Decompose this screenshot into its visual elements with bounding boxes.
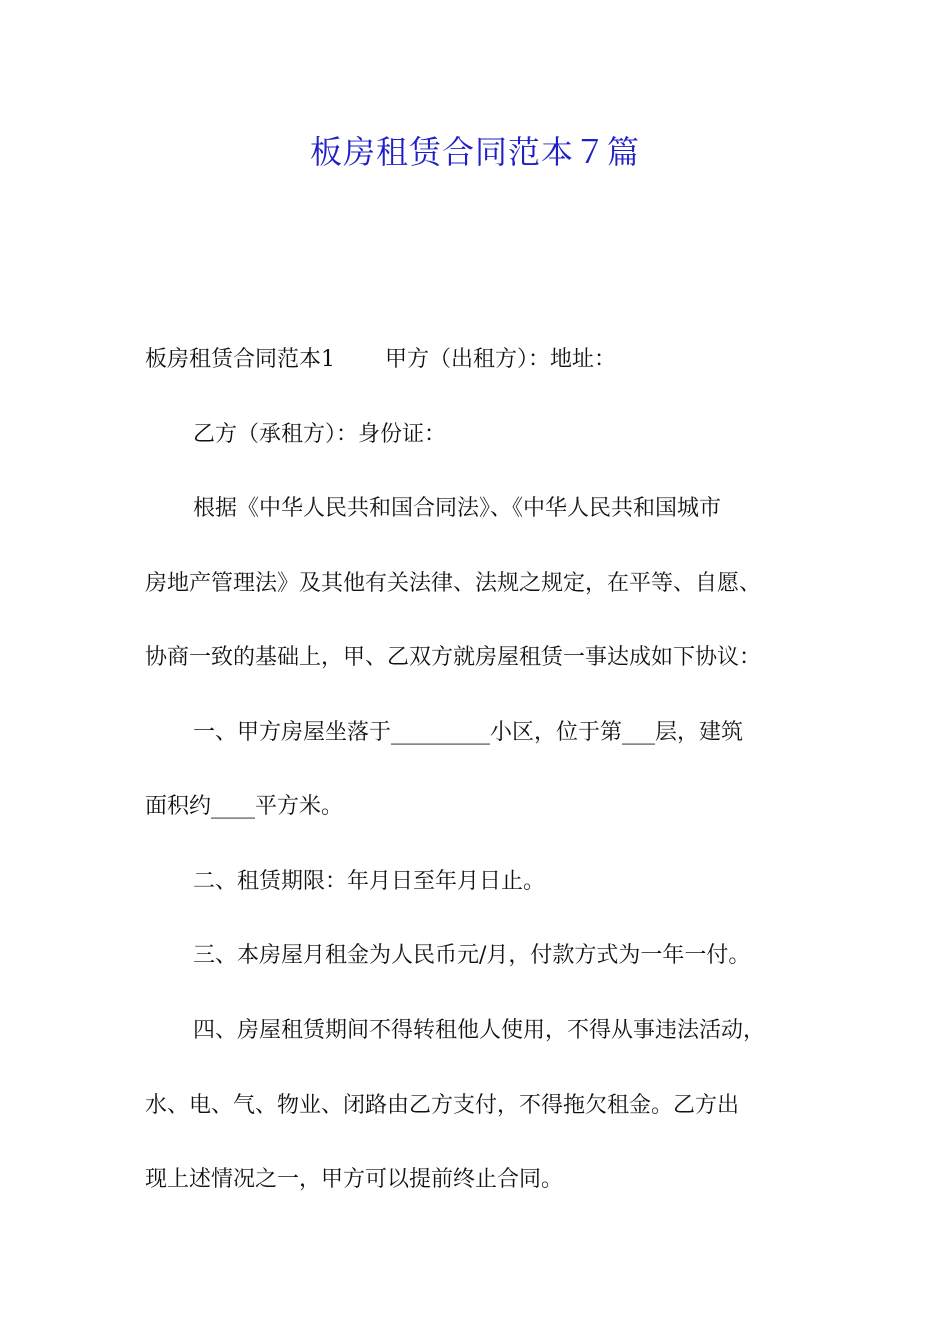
party-b-line: 乙方（承租方）：身份证：	[193, 422, 447, 447]
paragraph-line: 协商一致的基础上，甲、乙双方就房屋租赁一事达成如下协议：	[145, 645, 762, 670]
clause-four-line: 水、电、气、物业、闭路由乙方支付，不得拖欠租金。乙方出	[145, 1093, 740, 1118]
clause-two-line: 二、租赁期限：年月日至年月日止。	[193, 869, 546, 894]
clause-three-line: 三、本房屋月租金为人民币元/月，付款方式为一年一付。	[193, 943, 751, 968]
contract-heading: 板房租赁合同范本1	[145, 347, 335, 372]
clause-one-line: 一、甲方房屋坐落于_________小区，位于第___层，建筑	[193, 720, 744, 745]
clause-four-line: 现上述情况之一，甲方可以提前终止合同。	[145, 1167, 564, 1192]
contract-heading-line	[145, 344, 616, 376]
clause-one-line: 面积约____平方米。	[145, 794, 344, 819]
paragraph-line: 房地产管理法》及其他有关法律、法规之规定，在平等、自愿、	[145, 571, 762, 596]
clause-four-line: 四、房屋租赁期间不得转租他人使用，不得从事违法活动，	[193, 1018, 766, 1043]
paragraph-line: 根据《中华人民共和国合同法》、《中华人民共和国城市	[193, 496, 722, 521]
document-title: 板房租赁合同范本７篇	[309, 133, 640, 171]
party-a-label: 甲方（出租方）：地址：	[385, 347, 617, 372]
